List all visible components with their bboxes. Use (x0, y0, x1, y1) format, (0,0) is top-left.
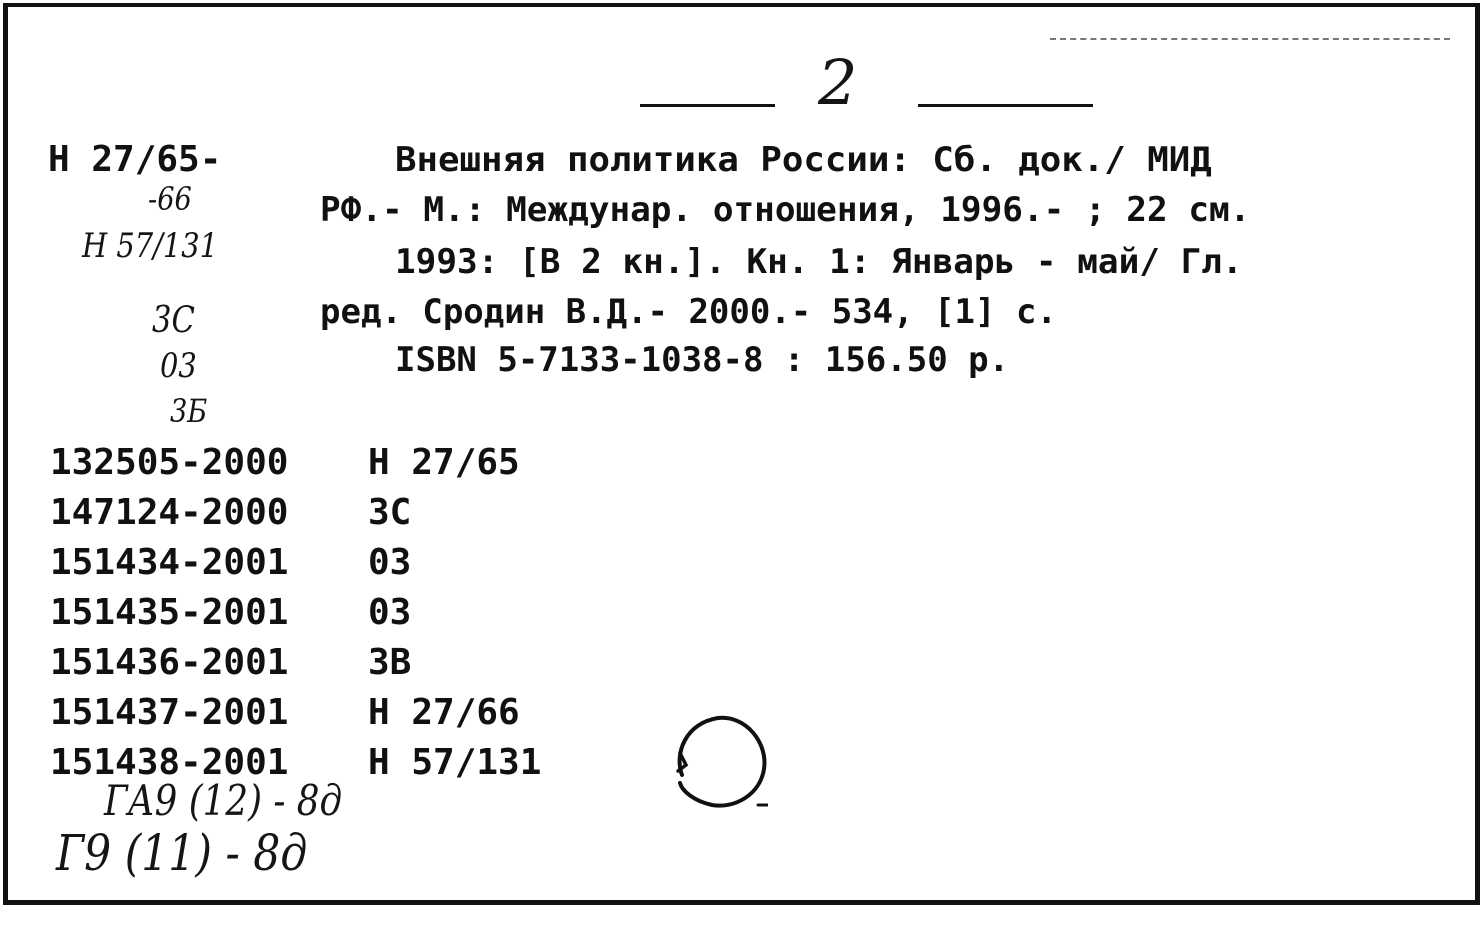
handwritten-note-2: Г9 (11) - 8д (56, 824, 308, 882)
holdings-list (50, 438, 542, 788)
inventory-number: 151434-2001 (50, 542, 289, 583)
holding-row (50, 688, 520, 738)
description-line-1: Внешняя политика России: Сб. док./ МИД (395, 140, 1212, 180)
location-code-3: 3Б (170, 392, 208, 430)
inventory-number: 147124-2000 (50, 492, 289, 533)
holding-row (50, 538, 412, 588)
inventory-number: 151435-2001 (50, 592, 289, 633)
holding-location: 3С (368, 492, 412, 533)
holding-location: 3В (368, 642, 412, 683)
holding-row (50, 638, 412, 688)
shelfmark-line-1: Н 27/65- (48, 139, 222, 180)
description-line-4: ред. Сродин В.Д.- 2000.- 534, [1] с. (320, 292, 1057, 332)
holding-row (50, 488, 412, 538)
holding-location: Н 27/65 (368, 442, 520, 483)
location-code-2: 03 (160, 346, 197, 386)
location-code-1: 3С (152, 300, 195, 341)
inventory-number: 151436-2001 (50, 642, 289, 683)
holding-row (50, 438, 520, 488)
shelfmark-line-2: -66 (148, 180, 192, 218)
holding-location: 03 (368, 592, 412, 633)
page-number: 2 (818, 46, 858, 119)
decorative-dashed-line (1050, 38, 1450, 40)
inventory-number: 151437-2001 (50, 692, 289, 733)
circle-mark-icon (672, 713, 768, 811)
inventory-number: 132505-2000 (50, 442, 289, 483)
shelfmark-line-3: Н 57/131 (82, 226, 219, 266)
holding-row (50, 588, 412, 638)
description-line-5: ISBN 5-7133-1038-8 : 156.50 р. (395, 340, 1010, 380)
page-number-rule-left (640, 104, 775, 107)
description-line-3: 1993: [В 2 кн.]. Кн. 1: Январь - май/ Гл. (395, 242, 1243, 282)
inventory-number: 151438-2001 (50, 742, 289, 783)
holding-location: Н 27/66 (368, 692, 520, 733)
description-line-2: РФ.- М.: Междунар. отношения, 1996.- ; 22 см. (320, 190, 1251, 230)
handwritten-note-1: ГА9 (12) - 8д (104, 776, 343, 825)
holding-location: Н 57/131 (368, 742, 542, 783)
page-number-rule-right (918, 104, 1093, 107)
holding-location: 03 (368, 542, 412, 583)
